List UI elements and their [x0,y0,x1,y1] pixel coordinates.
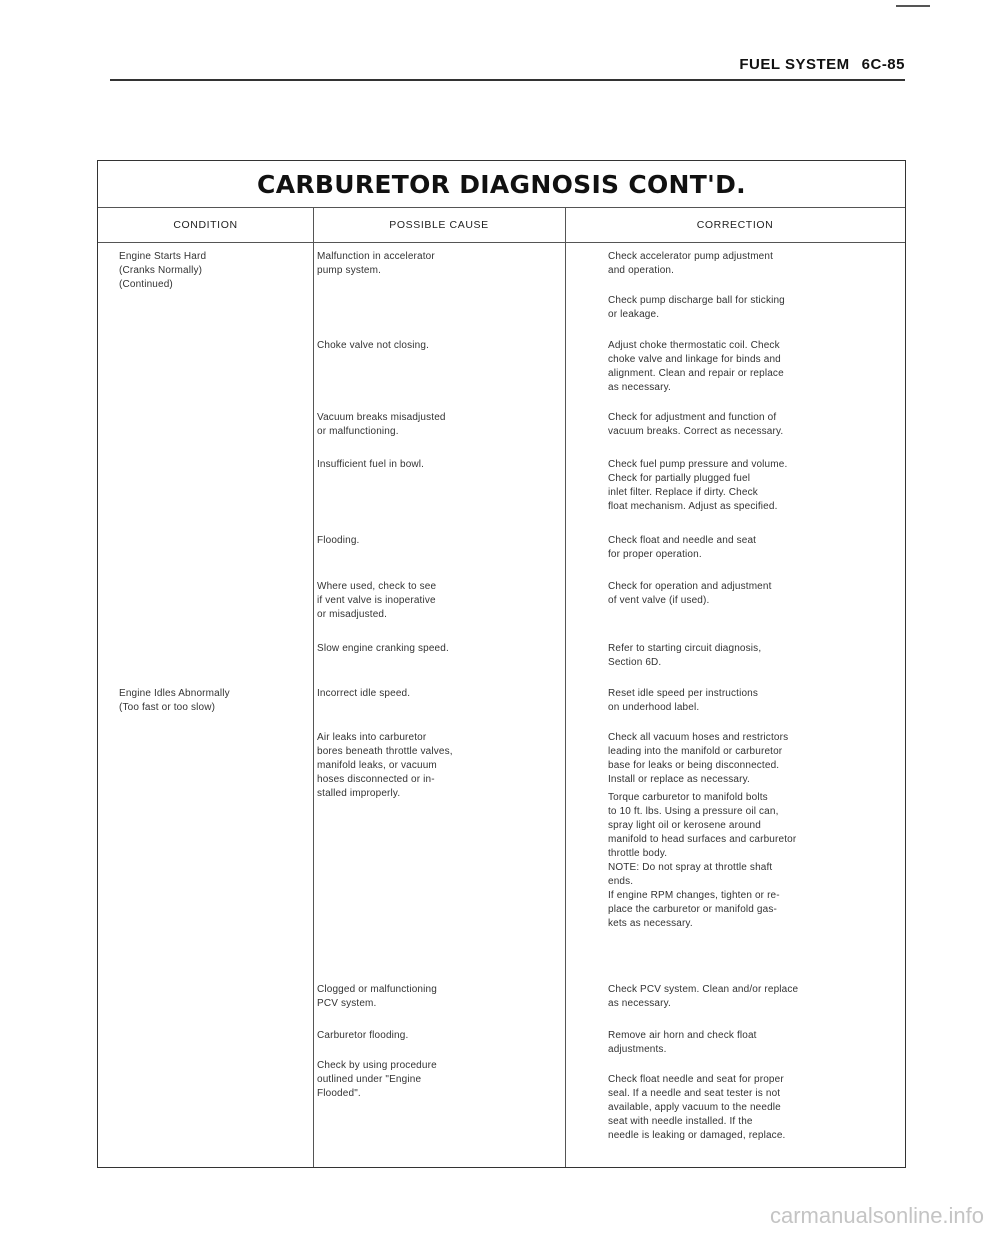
correction-cell: Check PCV system. Clean and/or replace as necessary. [608,984,799,1009]
correction-cell: Check pump discharge ball for sticking or leakage. [608,295,785,320]
correction-cell: Check fuel pump pressure and volume. Check for partially plugged fuel inlet filter. Replace if dirty. Check float mechanism. Adjust as specified. [608,459,788,512]
cause-cell: Vacuum breaks misadjusted or malfunctioning. [317,412,446,437]
correction-cell: Remove air horn and check float adjustments. [608,1030,757,1055]
header-rule [110,79,905,81]
cause-cell: Air leaks into carburetor bores beneath throttle valves, manifold leaks, or vacuum hoses disconnected or in- stalled improperly. [317,732,453,799]
page-corner-mark [896,5,930,7]
correction-cell: Check for operation and adjustment of vent valve (if used). [608,581,772,606]
cause-cell: Insufficient fuel in bowl. [317,459,425,470]
cause-cell: Slow engine cranking speed. [317,643,449,654]
column-divider-2 [565,207,566,1167]
cause-cell: Where used, check to see if vent valve is inoperative or misadjusted. [317,581,437,620]
correction-cell: Adjust choke thermostatic coil. Check choke valve and linkage for binds and alignment. Clean and repair or replace as necessary. [608,340,784,393]
diagnosis-table [97,160,906,1168]
running-header [739,56,905,73]
cause-cell: Flooding. [317,535,360,546]
condition-cell: Engine Idles Abnormally (Too fast or too slow) [119,688,230,713]
correction-cell: Check all vacuum hoses and restrictors leading into the manifold or carburetor base for leaks or being disconnected. Install or replace as necessary. [608,732,789,785]
correction-cell: Check for adjustment and function of vacuum breaks. Correct as necessary. [608,412,784,437]
header-divider [98,242,905,243]
section-title: FUEL SYSTEM [739,56,850,73]
cause-cell: Incorrect idle speed. [317,688,411,699]
cause-cell: Choke valve not closing. [317,340,429,351]
cause-cell: Carburetor flooding. [317,1030,409,1041]
watermark: carmanualsonline.info [770,1203,984,1228]
column-header-cause: POSSIBLE CAUSE [389,219,489,231]
cause-cell: Check by using procedure outlined under "Engine Flooded". [317,1060,437,1099]
cause-cell: Clogged or malfunctioning PCV system. [317,984,437,1009]
column-header-correction: CORRECTION [696,219,774,231]
cause-cell: Malfunction in accelerator pump system. [317,251,435,276]
page-number: 6C-85 [861,56,905,73]
correction-cell: Check float needle and seat for proper seal. If a needle and seat tester is not available, apply vacuum to the needle seat with needle installed. If the needle is leaking or damaged, replace. [608,1074,786,1141]
correction-cell: Refer to starting circuit diagnosis, Section 6D. [608,643,762,668]
table-title: CARBURETOR DIAGNOSIS CONT'D. [257,169,746,199]
correction-cell: Check float and needle and seat for proper operation. [608,535,757,560]
column-divider-1 [313,207,314,1167]
title-divider [98,207,905,208]
correction-cell: Reset idle speed per instructions on underhood label. [608,688,759,713]
column-header-condition: CONDITION [173,219,238,231]
correction-cell: Torque carburetor to manifold bolts to 10 ft. lbs. Using a pressure oil can, spray light oil or kerosene around manifold to head surfaces and carburetor throttle body. NOTE: Do not spray at throttle shaft ends. If engine RPM changes, tighten or re- place the carburetor or manifold gas- kets as necessary. [608,792,797,929]
condition-cell: Engine Starts Hard (Cranks Normally) (Continued) [119,251,207,290]
correction-cell: Check accelerator pump adjustment and operation. [608,251,774,276]
